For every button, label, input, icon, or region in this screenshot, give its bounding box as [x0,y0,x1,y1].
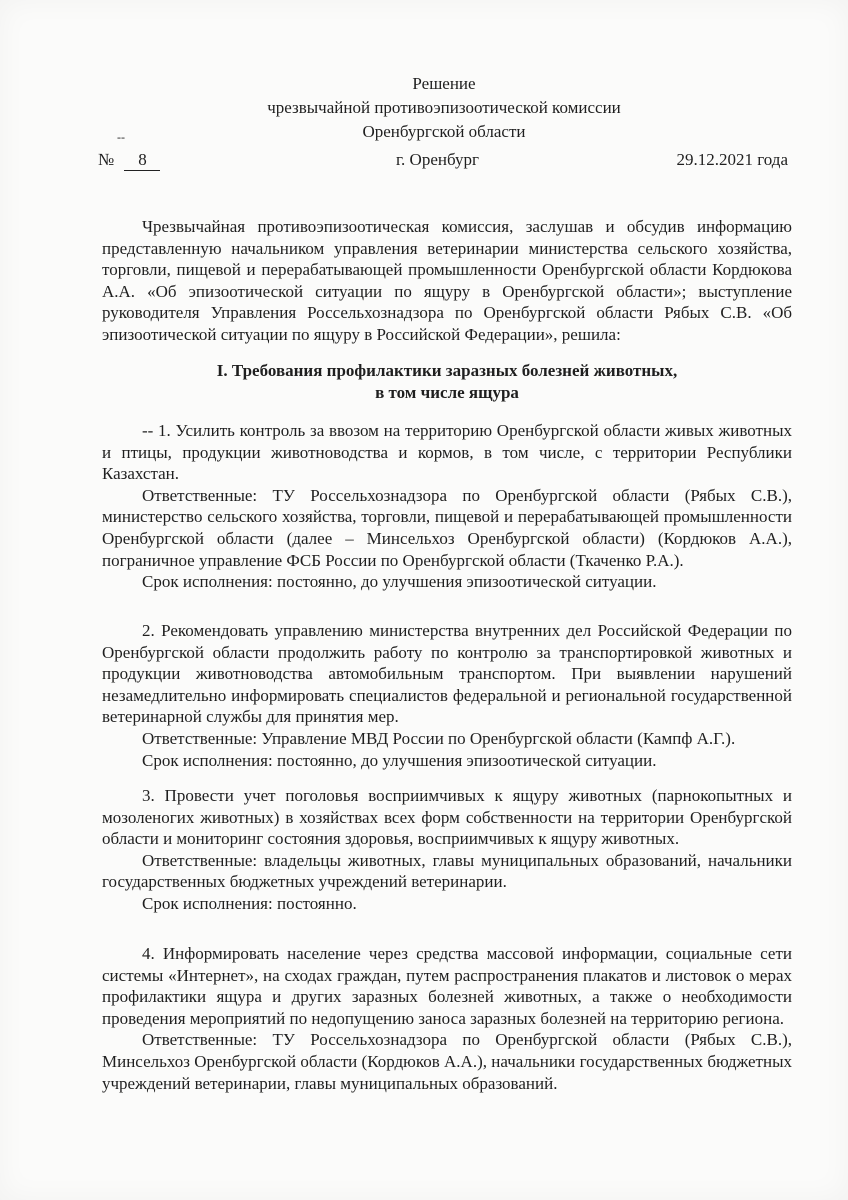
document-subtitle-line1: чрезвычайной противоэпизоотической комиссии [267,98,621,117]
document-date: 29.12.2021 года [676,150,788,169]
number-value: 8 [124,150,160,171]
document-number [98,150,160,171]
item-3 [102,785,792,915]
item-2 [102,620,792,771]
item-4-responsible: Ответственные: ТУ Россельхознадзора по Оренбургской области (Рябых С.В.), Минсельхоз Оренбургской области (Кордюков А.А.), начальники государственных бюджетных учреждений ветеринарии, главы муниципальных образований. [102,1030,792,1093]
section-heading-line1: I. Требования профилактики заразных болезней животных, [216,361,678,380]
item-2-responsible: Ответственные: Управление МВД России по Оренбургской области (Кампф А.Г.). [142,728,736,748]
document-title: Решение [412,74,476,93]
intro-paragraph-block [102,216,792,346]
item-4 [102,943,792,1094]
item-2-deadline: Срок исполнения: постоянно, до улучшения эпизоотической ситуации. [142,750,657,770]
item-2-text: 2. Рекомендовать управлению министерства внутренних дел Российской Федерации по Оренбургской области продолжить работу по контролю за транспортировкой животных и продукции животноводства автомобильным транспортом. При выявлении нарушений незамедлительно информировать специалистов федеральной и региональной государственной ветеринарной службы для принятия мер. [102,621,792,727]
number-prefix: № [98,150,115,169]
item-1-deadline: Срок исполнения: постоянно, до улучшения эпизоотической ситуации. [142,572,657,592]
document-subtitle-line2: Оренбургской области [362,122,526,141]
item-4-text: 4. Информировать население через средства массовой информации, социальные сети системы «Интернет», на сходах граждан, путем распространения плакатов и листовок о мерах профилактики ящура и других заразных болезней животных, а также о необходимости проведения мероприятий по недопущению заноса заразных болезней на территорию региона. [102,944,792,1028]
item-3-responsible: Ответственные: владельцы животных, главы муниципальных образований, начальники государственных бюджетных учреждений ветеринарии. [102,850,792,892]
document-header [0,72,848,144]
item-1-text: -- 1. Усилить контроль за ввозом на территорию Оренбургской области живых животных и птицы, продукции животноводства и кормов, в том числе, с территории Республики Казахстан. [102,421,792,484]
intro-paragraph: Чрезвычайная противоэпизоотическая комиссия, заслушав и обсудив информацию представленную начальником управления ветеринарии министерства сельского хозяйства, торговли, пищевой и перерабатывающей промышленности Оренбургской области Кордюкова А.А. «Об эпизоотической ситуации по ящуру в Оренбургской области»; выступление руководителя Управления Россельхознадзора по Оренбургской области Рябых С.В. «Об эпизоотической ситуации по ящуру в Российской Федерации», решила: [102,217,792,344]
section-heading-line2: в том числе ящура [375,383,519,402]
dash-mark: -- [117,130,125,144]
item-1-responsible: Ответственные: ТУ Россельхознадзора по Оренбургской области (Рябых С.В.), министерство сельского хозяйства, торговли, пищевой и перерабатывающей промышленности Оренбургской области (далее – Минсельхоз Оренбургской области) (Кордюков А.А.), пограничное управление ФСБ России по Оренбургской области (Ткаченко Р.А.). [102,485,792,570]
item-3-text: 3. Провести учет поголовья восприимчивых к ящуру животных (парнокопытных и мозоленогих животных) в хозяйствах всех форм собственности на территории Оренбургской области и мониторинг состояния здоровья, восприимчивых к ящуру животных. [102,786,792,849]
item-3-deadline: Срок исполнения: постоянно. [142,893,357,913]
item-1 [102,420,792,593]
document-meta-row [98,150,788,176]
section-heading [102,360,792,404]
document-city: г. Оренбург [396,150,479,169]
